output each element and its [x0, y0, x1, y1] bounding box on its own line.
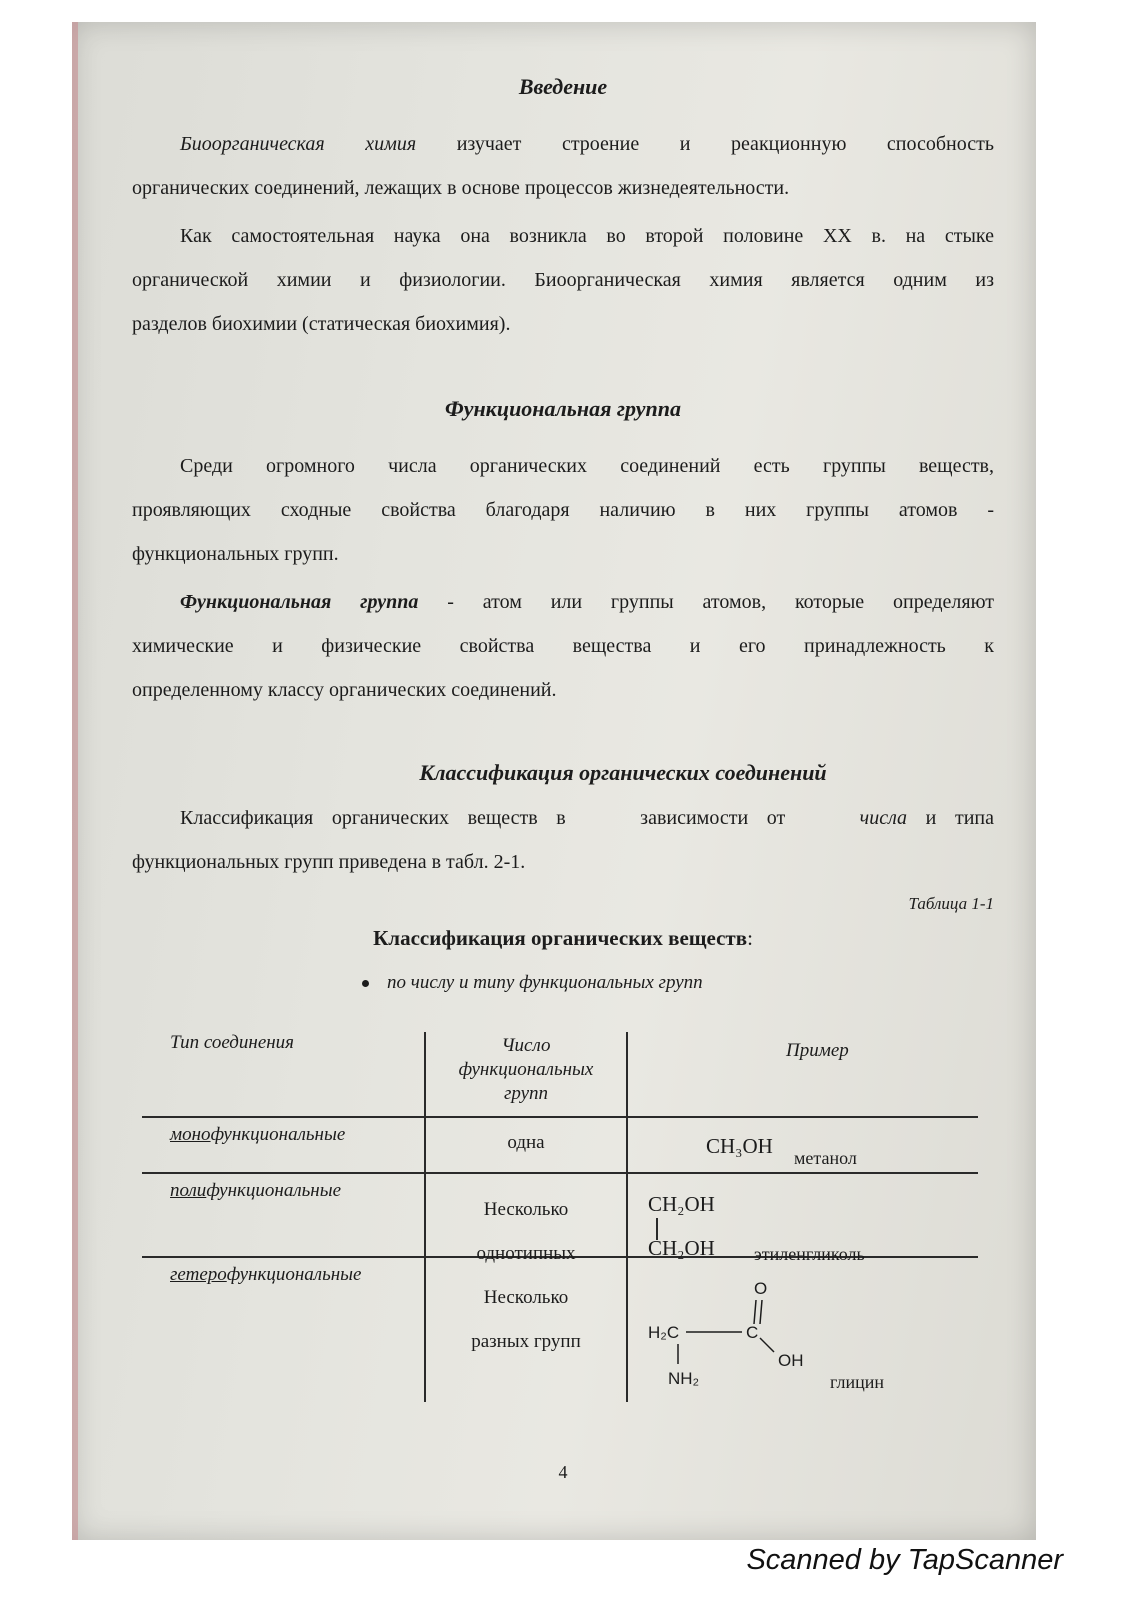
page-number: 4: [558, 1462, 568, 1482]
table-rule-2: [142, 1172, 978, 1174]
classification-line1-b: зависимости от: [640, 807, 786, 829]
header-type: Тип соединения: [170, 1032, 295, 1053]
row3-type-prefix: гетеро: [170, 1264, 227, 1285]
row3-type: [170, 1264, 361, 1286]
intro-p2-line3: разделов биохимии (статическая биохимия).: [132, 313, 511, 335]
glycine-oxygen: O: [754, 1279, 768, 1298]
header-count-line2: функциональных: [458, 1059, 594, 1080]
table-rule-1: [142, 1116, 978, 1118]
glycine-carbon: C: [746, 1323, 759, 1342]
classification-table: [142, 1032, 980, 1412]
row1-type-prefix: моно: [170, 1124, 211, 1145]
intro-p2-line1: Как самостоятельная наука она возникла во второй половине XX в. на стыке: [180, 225, 994, 247]
page-edge: [72, 22, 78, 1540]
row2-type: [170, 1180, 341, 1202]
intro-p1-line2: органических соединений, лежащих в основе процессов жизнедеятельности.: [132, 177, 790, 199]
row2-type-rest: функциональные: [206, 1180, 342, 1201]
classification-line1-emphasis: числа: [859, 807, 908, 829]
row2-count: [426, 1188, 626, 1276]
classification-title: Классификация органических соединений: [419, 760, 827, 785]
table-subtitle-bullet: [362, 972, 703, 994]
functional-p1-line2: проявляющих сходные свойства благодаря наличию в них группы атомов -: [132, 499, 994, 521]
row2-compound-name: этиленгликоль: [754, 1244, 865, 1264]
functional-p1-line1: Среди огромного числа органических соединений есть группы веществ,: [180, 455, 994, 477]
table-subtitle-text: по числу и типу функциональных групп: [387, 972, 703, 993]
table-divider-2: [626, 1032, 628, 1402]
row2-formula-top: CH₂OH: [648, 1192, 715, 1216]
row1-formula: CH₃OH: [706, 1134, 773, 1158]
glycine-double-bond-b: [760, 1300, 762, 1324]
row2-formula-bottom: CH₂OH: [648, 1236, 715, 1260]
document-page: [72, 22, 1036, 1540]
classification-line1: [132, 796, 994, 840]
classification-line2: функциональных групп приведена в табл. 2-1.: [132, 851, 526, 873]
header-count: [426, 1034, 626, 1106]
glycine-c-oh-bond: [760, 1338, 774, 1352]
header-count-line3: групп: [503, 1083, 549, 1104]
table-title: [132, 926, 994, 951]
table-caption: Таблица 1-1: [908, 894, 994, 913]
intro-p1-line1-text: изучает строение и реакционную способность: [456, 133, 994, 155]
row1-compound-name: метанол: [794, 1148, 857, 1168]
glycine-h2c: H₂C: [648, 1323, 680, 1342]
glycine-structure: [642, 1272, 822, 1392]
functional-paragraph-1: [132, 444, 994, 576]
row2-type-prefix: поли: [170, 1180, 207, 1201]
row3-count-line2: разных групп: [471, 1331, 581, 1352]
row3-count-line1: Несколько: [483, 1287, 569, 1308]
row1-count: одна: [507, 1132, 545, 1153]
classification-line1-c: и типа: [925, 807, 995, 829]
header-example: Пример: [786, 1040, 849, 1061]
glycine-double-bond-a: [754, 1300, 756, 1324]
intro-title: Введение: [518, 74, 608, 99]
intro-p1-emphasis: Биоорганическая химия: [180, 133, 417, 155]
row3-compound-name: глицин: [830, 1372, 884, 1392]
row3-count: [426, 1276, 626, 1364]
classification-line1-a: Классификация органических веществ в: [180, 807, 566, 829]
intro-paragraph-1: [132, 122, 994, 210]
table-title-text: Классификация органических веществ: [373, 926, 748, 950]
intro-p1-line1: [132, 122, 994, 166]
glycine-hydroxyl: OH: [778, 1351, 804, 1370]
row1-type-rest: функциональные: [210, 1124, 346, 1145]
functional-p1-line3: функциональных групп.: [132, 543, 339, 565]
row2-count-line1: Несколько: [483, 1199, 569, 1220]
classification-paragraph: [132, 796, 994, 884]
functional-title: Функциональная группа: [445, 396, 681, 421]
row2-count-line2: однотипных: [476, 1243, 576, 1264]
intro-p2-line2: органической химии и физиологии. Биоорганическая химия является одним из: [132, 269, 994, 291]
glycine-amine: NH₂: [668, 1369, 700, 1388]
bullet-icon: [362, 980, 369, 987]
row1-type: [170, 1124, 345, 1146]
intro-paragraph-2: [132, 214, 994, 346]
functional-definition: [132, 580, 994, 712]
functional-def-line1-text: - атом или группы атомов, которые определяют: [447, 591, 994, 613]
table-title-suffix: :: [747, 926, 753, 950]
scanner-watermark: Scanned by TapScanner: [746, 1544, 1063, 1576]
functional-def-line3: определенному классу органических соединений.: [132, 679, 557, 701]
functional-def-line1: [132, 580, 994, 624]
functional-def-line2: химические и физические свойства вещества и его принадлежность к: [132, 635, 994, 657]
row3-type-rest: функциональные: [226, 1264, 362, 1285]
header-count-line1: Число: [501, 1035, 551, 1056]
functional-def-term: Функциональная группа: [180, 591, 419, 613]
